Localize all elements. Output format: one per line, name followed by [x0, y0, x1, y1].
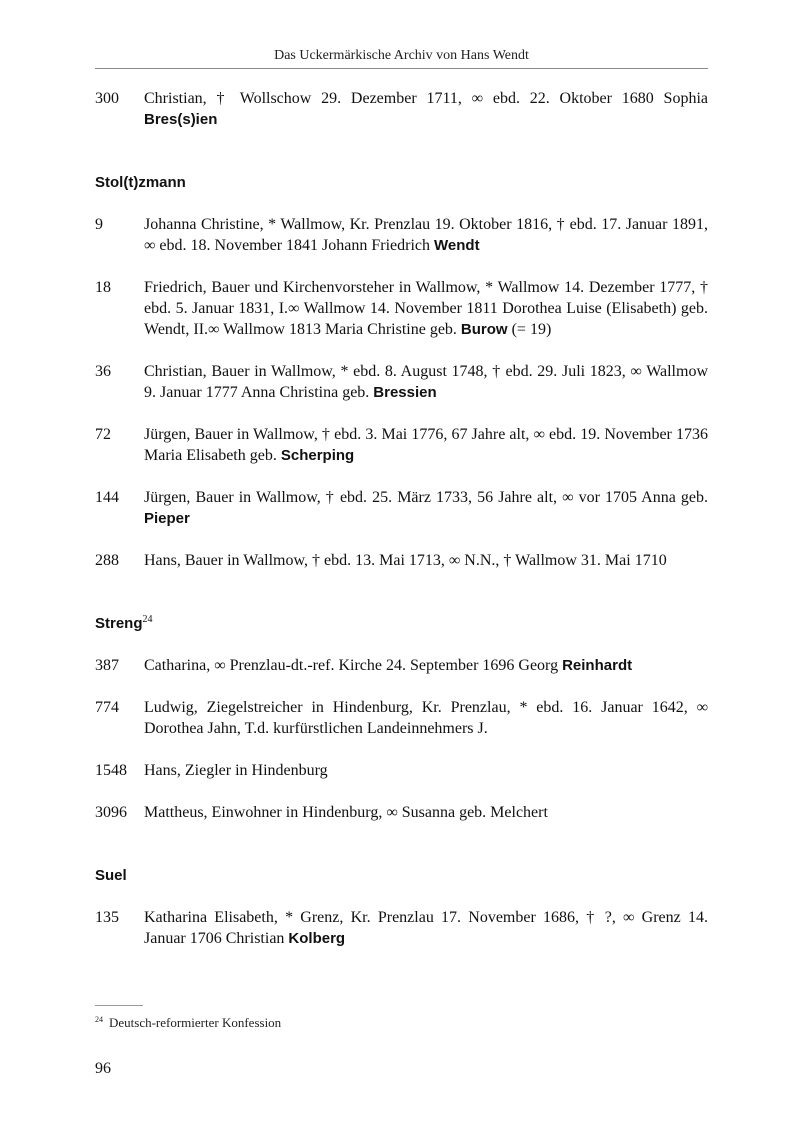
footnote — [95, 1015, 281, 1031]
entry-text — [144, 550, 708, 571]
entry-body: Christian, Bauer in Wallmow, * ebd. 8. August 1748, † ebd. 29. Juli 1823, ∞ Wallmow 9. Januar 1777 Anna Christina geb. — [144, 363, 708, 401]
entry-body: Hans, Bauer in Wallmow, † ebd. 13. Mai 1713, ∞ N.N., † Wallmow 31. Mai 1710 — [144, 552, 667, 569]
spouse-surname: Bressien — [373, 384, 437, 401]
spouse-surname: Bres(s)ien — [144, 111, 218, 128]
entry-number: 3096 — [95, 804, 127, 821]
entry-text — [144, 907, 708, 949]
entry-number: 36 — [95, 363, 111, 380]
entry-number: 18 — [95, 279, 111, 296]
entry-body: Friedrich, Bauer und Kirchenvorsteher in Wallmow, * Wallmow 14. Dezember 1777, † ebd. 5. Januar 1831, I.∞ Wallmow 14. November 1811 Dorothea Luise (Elisabeth) geb. Wendt, II.∞ Wallmow 1813 Maria Christine geb. — [144, 279, 708, 338]
spouse-surname: Pieper — [144, 510, 190, 527]
genealogy-entry — [95, 424, 708, 466]
entry-number: 9 — [95, 216, 103, 233]
entry-text — [144, 697, 708, 739]
entry-number: 774 — [95, 699, 119, 716]
footnote-text: Deutsch-reformierter Konfession — [109, 1015, 282, 1030]
genealogy-entry — [95, 361, 708, 403]
footnote-divider — [95, 1005, 143, 1006]
section-heading-text: Streng — [95, 615, 143, 632]
entry-body: Ludwig, Ziegelstreicher in Hindenburg, Kr. Prenzlau, * ebd. 16. Januar 1642, ∞ Dorothea Jahn, T.d. kurfürstlichen Landeinnehmers J. — [144, 699, 708, 737]
entry-text — [144, 655, 708, 676]
entry-text — [144, 802, 708, 823]
page-number: 96 — [95, 1060, 111, 1077]
entry-crossref: (= 19) — [511, 321, 552, 338]
footnote-number: 24 — [95, 1015, 103, 1024]
entry-text — [144, 88, 708, 130]
section-heading — [95, 865, 708, 886]
genealogy-entry — [95, 214, 708, 256]
entry-text — [144, 277, 708, 340]
entry-number: 300 — [95, 90, 119, 107]
entry-text — [144, 361, 708, 403]
spouse-surname: Burow — [460, 321, 508, 338]
genealogy-entry — [95, 802, 708, 823]
genealogy-entry — [95, 277, 708, 340]
section-heading-text: Suel — [95, 867, 127, 884]
entry-number: 135 — [95, 909, 119, 926]
footnote-ref: 24 — [142, 614, 153, 625]
genealogy-entry — [95, 907, 708, 949]
entry-number: 387 — [95, 657, 119, 674]
entry-body: Catharina, ∞ Prenzlau-dt.-ref. Kirche 24. September 1696 Georg — [144, 657, 559, 674]
entry-text — [144, 760, 708, 781]
entry-body: Mattheus, Einwohner in Hindenburg, ∞ Susanna geb. Melchert — [144, 804, 548, 821]
spouse-surname: Scherping — [280, 447, 355, 464]
genealogy-entry — [95, 697, 708, 739]
entry-number: 288 — [95, 552, 119, 569]
entry-body: Jürgen, Bauer in Wallmow, † ebd. 3. Mai 1776, 67 Jahre alt, ∞ ebd. 19. November 1736 Maria Elisabeth geb. — [144, 426, 708, 464]
genealogy-entry — [95, 760, 708, 781]
spouse-surname: Wendt — [434, 237, 480, 254]
genealogy-entry — [95, 88, 708, 130]
genealogy-entry — [95, 655, 708, 676]
entry-text — [144, 487, 708, 529]
section-heading — [95, 172, 708, 193]
entry-body: Hans, Ziegler in Hindenburg — [144, 762, 328, 779]
genealogy-entry — [95, 487, 708, 529]
genealogy-entry — [95, 550, 708, 571]
entry-body: Johanna Christine, * Wallmow, Kr. Prenzlau 19. Oktober 1816, † ebd. 17. Januar 1891, ∞ ebd. 18. November 1841 Johann Friedrich — [144, 216, 708, 254]
header-divider — [95, 68, 708, 69]
entry-body: Katharina Elisabeth, * Grenz, Kr. Prenzlau 17. November 1686, † ?, ∞ Grenz 14. Januar 1706 Christian — [144, 909, 708, 947]
section-heading — [95, 613, 708, 634]
running-header: Das Uckermärkische Archiv von Hans Wendt — [274, 48, 529, 63]
entry-number: 1548 — [95, 762, 127, 779]
entry-number: 144 — [95, 489, 119, 506]
entry-text — [144, 424, 708, 466]
entry-text — [144, 214, 708, 256]
spouse-surname: Kolberg — [288, 930, 346, 947]
entry-body: Christian, † Wollschow 29. Dezember 1711, ∞ ebd. 22. Oktober 1680 Sophia — [144, 90, 708, 107]
entry-number: 72 — [95, 426, 111, 443]
entry-body: Jürgen, Bauer in Wallmow, † ebd. 25. März 1733, 56 Jahre alt, ∞ vor 1705 Anna geb. — [144, 489, 708, 506]
page-body — [95, 88, 708, 949]
section-heading-text: Stol(t)zmann — [95, 174, 186, 191]
spouse-surname: Reinhardt — [562, 657, 633, 674]
